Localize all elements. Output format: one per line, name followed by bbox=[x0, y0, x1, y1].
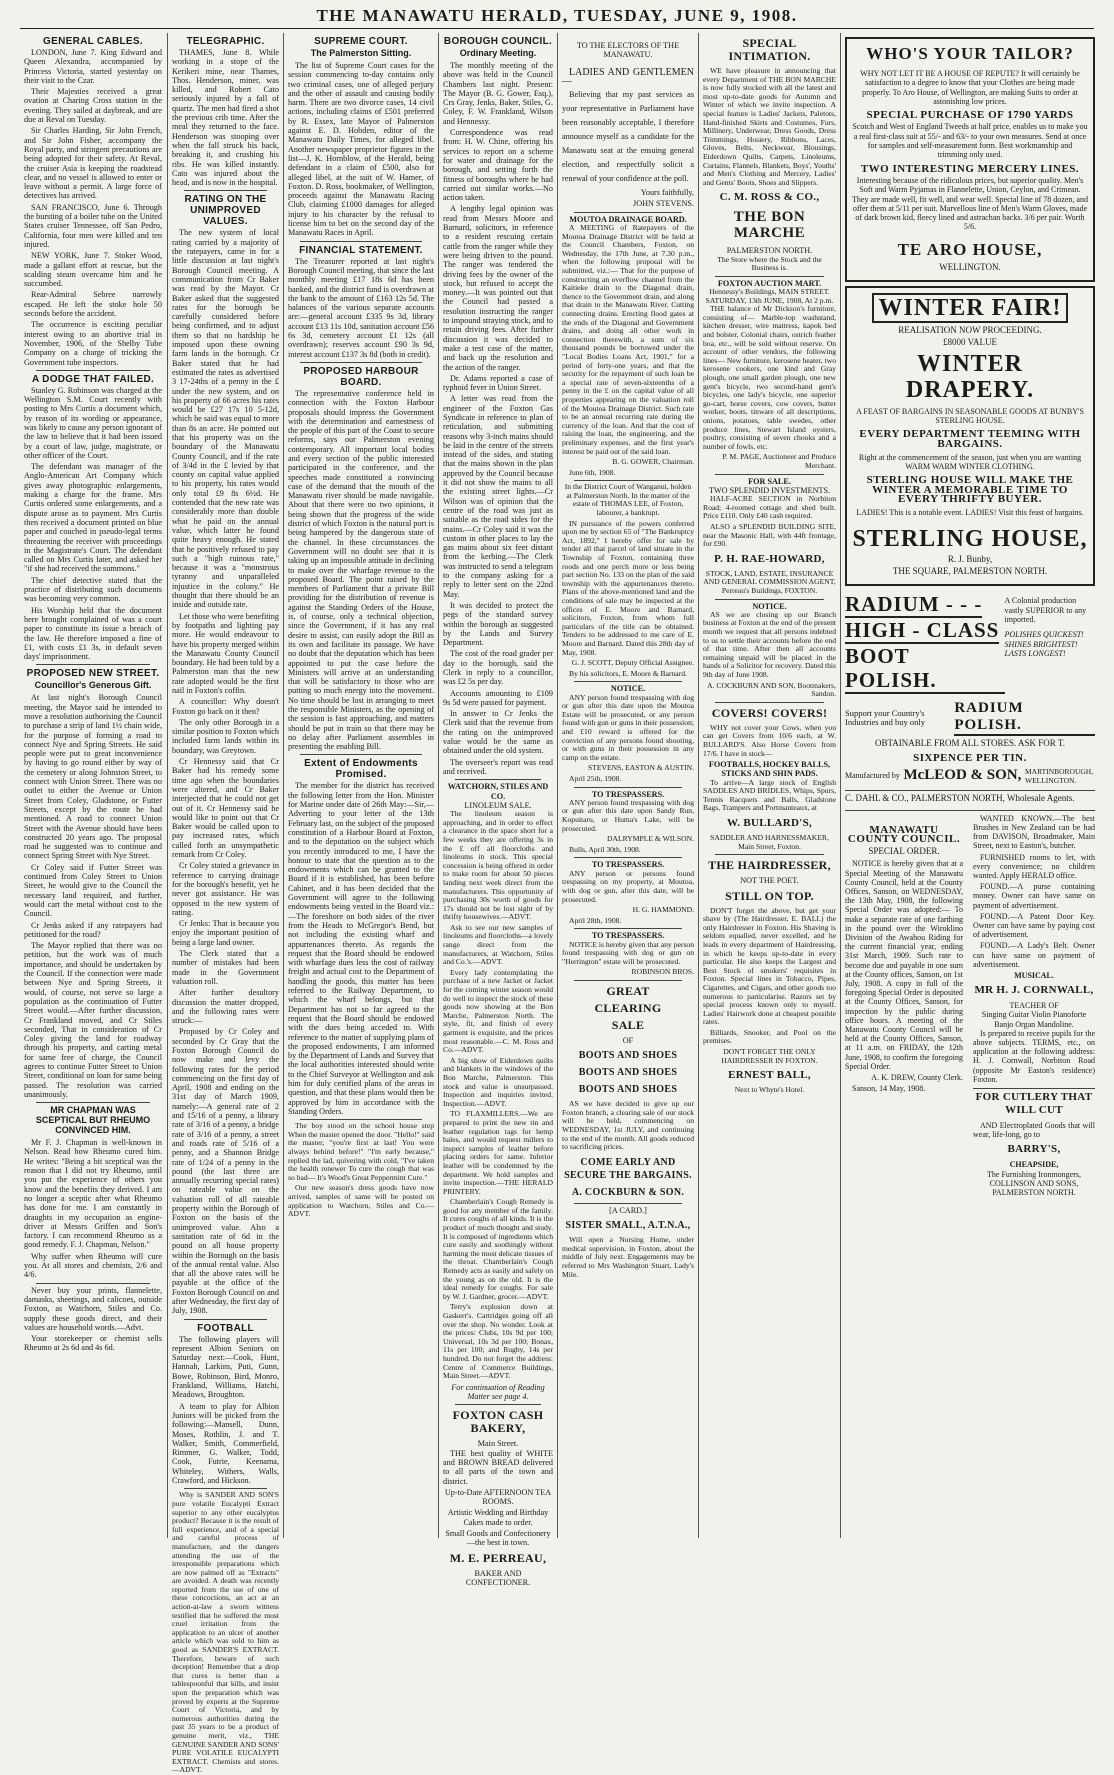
article-paragraph: Cr Hennessy said that Cr Baker had his remedy some time ago when the boundaries were altered, and Cr Baker interjected that he could not get out of it. Cr Hennessy said he would like to point out that Cr Baker would be called upon to pay increased rates, which called forth an unsympathetic remark from Cr Coley. bbox=[172, 757, 279, 860]
winter-fair-advert bbox=[845, 286, 1095, 586]
article-paragraph: The cost of the road grader per day to the borough, said the Clerk in reply to a councillor, was £2 5s per day. bbox=[443, 649, 553, 687]
divider bbox=[36, 370, 150, 371]
headline-telegraphic: TELEGRAPHIC. bbox=[186, 36, 265, 47]
article-paragraph: The representative conference held in connection with the Foxton Harbour proposals should impress the Government with the determination and earnestness of the people of this part of the Coast to secure reforms, says our Palmerston evening contemporary. All important local bodies and every section of the public interested participated in the conference, and the speeches made constituted a convincing case of the demand that the mouth of the Manawatu river should be made navigable. About that there were no two opinions, it being shown that the progress of the wide district of which Foxton is the natural port is being hampered by the dangerous state of the channel. In these circumstances the Government will no doubt see that it is taking up an impossible attitude in declining to make over the wharfage revenue to the proposed Board. The point raised by the members of Parliament that a private Bill providing for the distribution of revenue is against the Standing Orders of the House, is, of course, only a technical objection, since the Government, if it has any real desire to assist, can easily adopt the Bill as its own and facilitate its passage. We have no doubt that the deputation which has been appointed to put the case before the Ministers will arrive at an understanding that will be satisfactory to those who are putting so much energy into the movement. No time should be lost in arranging to meet the responsible Ministers, as the opening of the session is fast approaching, and matters should be put in train so that there may be no delay after Parliament assembles in presenting the enabling Bill. bbox=[288, 388, 434, 752]
sister-small: SISTER SMALL, A.T.N.A., bbox=[565, 1220, 691, 1232]
ironmongers: The Furnishing Ironmongers, COLLINSON AND SONS, PALMERSTON NORTH. bbox=[987, 1169, 1081, 1197]
advert-text: Artistic Wedding and Birthday Cakes made to order. bbox=[447, 1508, 549, 1527]
notice-heading: TO TRESPASSERS. bbox=[591, 860, 665, 870]
county-sub: SPECIAL ORDER. bbox=[868, 846, 940, 857]
headline-harbour: PROPOSED HARBOUR BOARD. bbox=[303, 365, 419, 388]
article-paragraph: The Mayor replied that there was no petition, but the work was of much importance, and should be undertaken by the Council. If the connection were made between Nye and Spring Streets, it would, of course, not serve so large a population as the continuation of Futter Street would.—After further discussion, Cr Frankland moved, and Cr Stiles seconded, That in consideration of Cr Coley giving the land for roadway through his property, and carting metal for same free of charge, the Council agrees to continue Futter Street to Union Street, conditional on loan for same being passed. The resolution was carried unanimously. bbox=[24, 941, 162, 1099]
tailor-text: WHY NOT LET IT BE A HOUSE OF REPUTE? It will certainly be satisfaction to a degree to know that your Clothes are being made properly. To Aro House, of Wellington, are making Suits to order at astonishing low prices. bbox=[860, 69, 1080, 106]
divider bbox=[300, 241, 422, 242]
article-paragraph: Your storekeeper or chemist sells Rheumo at 2s 6d and 4s 6d. bbox=[24, 1334, 162, 1353]
divider bbox=[574, 212, 682, 213]
notice-date: April 28th, 1908. bbox=[569, 915, 622, 925]
classified-ad: WANTED KNOWN.—The best Brushes in New Zealand can be had from DAVISON, Broadmaker, Main Street, next to Easton's, butcher. bbox=[973, 813, 1095, 851]
article-paragraph: Cr Jenks: That is because you enjoy the important position of being a large land owner. bbox=[172, 919, 279, 947]
headline-borough-council: BOROUGH COUNCIL. bbox=[443, 36, 553, 47]
cornwall-name: MR H. J. CORNWALL, bbox=[974, 984, 1094, 997]
classified-ad: FOUND.—A Lady's Belt. Owner can have same on payment of advertisement. bbox=[973, 941, 1095, 969]
sale-call: COME EARLY AND SECURE THE BARGAINS. bbox=[564, 1156, 692, 1181]
notice-text: ANY person or persons found trespassing on my property, at Moutoa, with dog or gun, after this date, will be prosecuted. bbox=[562, 868, 694, 904]
column-rule bbox=[167, 33, 168, 1538]
elector-body: Believing that my past services as your representative in Parliament have been reasonably acceptable, I therefore announce myself as a candidate for the Manawatu seat at the ensuing general election, and respectfully solicit a renewal of your confidence at the poll. bbox=[562, 90, 694, 184]
sterling-house-owner: R. J. Bunby, bbox=[947, 553, 993, 564]
article-paragraph: After further desultory discussion the matter dropped, and the following rates were struck:— bbox=[172, 988, 279, 1026]
article-paragraph: The defendant was manager of the Anglo-American Art Company which gives away photographic enlargements, making a charge for the frame. Mrs Curtis ordered some enlargements, and a dispute arose as to payment. Mrs Curtis then received a document printed on blue paper and couched in pseudo-legal terms threatening the receiver with proceedings in the Magistrate's Court. The defendant called on Mrs Curtis later, and asked her "if she had received the summons." bbox=[24, 462, 162, 574]
article-paragraph: Stanley G. Robinson was charged at the Wellington S.M. Court recently with posting to Mrs Curtis a document which, by reason of its wording or appearance, was likely to cause any person ignorant of the law to believe that it had been issued by a court of law, judge, magistrate, or other officer of the Court. bbox=[24, 385, 163, 460]
headline-financial: FINANCIAL STATEMENT. bbox=[299, 244, 423, 256]
teacher-of: TEACHER OF bbox=[1009, 1001, 1059, 1011]
article-paragraph: Proposed by Cr Coley and seconded by Cr Gray that the Foxton Borough Council do now make and levy the following rates for the period commencing on the first day of April, 1908 and ending on the 31st day of March 1909, namely:—A general rate of 2 and 15/16 of a penny, a library rate of 3/16 of a penny, a bridge rate of 3/16 of a penny, a street and roads rate of 5/16 of a penny, and a Shannon Bridge rate of 1/24 of a penny in the pound (the last three are annually recurring special rates) on rateable value on the valuation roll of all rateable property within the Borough of Foxton on the basis of the unimproved value. Also a sanitation rate of 6d in the pound on all house property within the Borough on the basis of the annual rental value. Also that all the above rates will be payable at the office of the Foxton Borough Council on and after Wednesday, the first day of July, 1908. bbox=[172, 1027, 279, 1316]
bon-marche-town: PALMERSTON NORTH. bbox=[726, 246, 813, 256]
divider bbox=[574, 681, 682, 682]
bullard-sub: SADDLER AND HARNESSMAKER, bbox=[710, 833, 829, 843]
divider bbox=[715, 854, 824, 855]
article-paragraph: LONDON, June 7. King Edward and Queen Alexandra, accompanied by Princess Victoria, started yesterday on their visit to the Czar. bbox=[24, 48, 162, 85]
sale-line: BOOTS AND SHOES bbox=[578, 1084, 678, 1096]
notice-signature: DALRYMPLE & WILSON. bbox=[607, 834, 694, 844]
radium-line: RADIUM - - - bbox=[845, 592, 983, 617]
divider bbox=[715, 599, 824, 600]
headline-general-cables: GENERAL CABLES. bbox=[43, 36, 143, 47]
notice-heading: NOTICE. bbox=[752, 601, 787, 611]
mercery-text: Interesting because of the ridiculous prices, but superior quality. Men's Soft and Warm Pyjamas in Flannelette, Union, Ceylon, and Crimean. They are made well, fit well, and wear well. Special line of 78 dozen, and offer them at 5/11 per suit. Marvellous line of Men's Warm Gloves, made of dark brown kid, fleecy lined and astrachan backs. 3/6 per pair. Worth 5/6. bbox=[852, 175, 1088, 232]
card-label: [A CARD.] bbox=[609, 1205, 647, 1215]
divider bbox=[36, 664, 150, 665]
divider bbox=[300, 1119, 422, 1120]
advert-text: THE best quality of WHITE and BROWN BREAD delivered to all parts of the town and district. bbox=[443, 1448, 553, 1486]
article-paragraph: The list of Supreme Court cases for the session commencing to-day contains only two criminal cases, one of alleged perjury and the other of assault and causing bodily harm. There are two divorce cases, 14 civil actions, including claims of £501 preferred by R. Essex, late Mayor of Palmerston against E. D. Hobden, editor of the Manawatu Daily Times, for alleged libel. Another newspaper proprietor figures in the list—J. K. Hornblow, of the Herald, being defendant in a claim of £500, also for alleged libel, at the suit of W. Hamer, of Foxton. D. Ross, bookmaker, of Wellington, proceeds against the Manawatu Racing Club, claiming £1000 damages for alleged injury to his character by the refusal to license him to bet on the second day of the Manawatu Races in April. bbox=[288, 61, 434, 238]
sterling-house-address: THE SQUARE, PALMERSTON NORTH. bbox=[892, 565, 1048, 576]
auction-text: THE balance of Mr Dickson's furniture, consisting of— Marble-top washstand, kitchen dresser, wire mattress, kapok bed and bolster, Colonial chairs, ostrich feather boa, etc., will be sold without reserve. On account of other vendors, the following lines— New furniture, kerosene heater, two kerosene cookers, one kind and Gray plough, one small garden plough, one new gent's bicycle, two second-hand gent's bicycles, one lady's bicycle, one superior go-cart, horse covers, cow covers, butter worker, boots, tinware of all descriptions, onions, potatoes, table swedes, other produce lines, Stewart Island oysters, poultry, consisting of seven chooks and a number of fowls, etc. bbox=[703, 304, 836, 451]
ernest-ball: ERNEST BALL, bbox=[728, 1069, 811, 1082]
elector-signature: JOHN STEVENS. bbox=[633, 199, 694, 209]
divider bbox=[574, 857, 682, 858]
rae-howard-address: Perreau's Buildings, FOXTON. bbox=[721, 585, 818, 595]
advert-text: TO FLAXMILLERS.—We are prepared to print the new tin and leather regulation tags for hemp bales, and would request millers to inspect samples of leather before placing orders for same. Inferior leather will be condemned by the department. We hold samples and invite inspection.—THE HERALD PRINTERY. bbox=[443, 1109, 553, 1196]
advertisement-dress-goods: Our new season's dress goods have now arrived, samples of same will be posted on application to Watchorn, Stiles and Co.—ADVT. bbox=[288, 1183, 434, 1219]
barrys: BARRY'S, bbox=[1007, 1143, 1061, 1156]
masthead: THE MANAWATU HERALD, TUESDAY, JUNE 9, 1908. bbox=[316, 6, 798, 25]
sale-signature: A. COCKBURN & SON. bbox=[571, 1186, 685, 1198]
winter-fair-sub: REALISATION NOW PROCEEDING. bbox=[898, 325, 1042, 336]
hairdresser-note: DON'T FORGET THE ONLY HAIRDRESSER IN FOXTON. bbox=[721, 1047, 818, 1065]
headline-rating: RATING ON THE UNIMPROVED VALUES. bbox=[184, 194, 267, 228]
instruments: Singing Guitar Violin Pianoforte Banjo Organ Mandoline. bbox=[981, 1010, 1087, 1029]
advert-text: The linoleum season is approaching, and in order to effect a clearance in the space short for a few weeks they are offering 3s in the £ off all floorcloths and linoleums in stock. This special concession is being offered in order to make room for about 50 pieces landing next week direct from the manufacturers. This opportunity of purchasing 30s worth of goods for 17s should not be lost sight of by thrifty housewives.—ADVT. bbox=[443, 809, 553, 922]
article-paragraph: Rear-Admiral Sebree narrowly escaped. He left the stoke hole 50 seconds before the accident. bbox=[24, 290, 162, 319]
article-paragraph: It was decided to protect the pegs of the standard survey within the borough as suggested by the Lands and Survey Department. bbox=[443, 600, 553, 648]
article-paragraph: The chief detective stated that the practice of distributing such documents was becoming very common. bbox=[24, 575, 162, 604]
sale-heading: CLEARING bbox=[594, 1000, 662, 1015]
article-paragraph: The occurrence is exciting peculiar interest owing to an abortive trial in November, 1906, of the Shelby Tube Company on a charge of tricking the Government tube inspectors. bbox=[24, 320, 162, 367]
mcleod-address: MARTINBOROUGH, WELLINGTON. bbox=[1024, 766, 1094, 786]
headline-supreme-court: SUPREME COURT. bbox=[314, 36, 408, 47]
column-rule bbox=[283, 33, 284, 1538]
article-paragraph: The Clerk stated that a number of mistakes had been made in the Government valuation roll. bbox=[172, 949, 279, 986]
tailor-heading: WHO'S YOUR TAILOR? bbox=[866, 44, 1074, 63]
notice-text: In the District Court of Wanganui, holden at Palmerston North. In the matter of the estate of THOMAS LEE, of Foxton, labourer, a bankrupt. bbox=[564, 482, 692, 518]
notice-signature: STEVENS, EASTON & AUSTIN. bbox=[588, 763, 694, 773]
advert-text: Small Goods and Confectionery—the best in town. bbox=[445, 1529, 551, 1548]
article-paragraph: At last night's Borough Council meeting, the Mayor said he intended to move a resolution authorising the Council to purchase a strip of land 1½ chain wide, for the purpose of forming a road to connect Nye and Spring Streets. He said people were put to great inconvenience by having to go round either by way of the cemetery or along Johnston Street, to connect with Union Street. There was no outlet to either the Avenue or Union Street from Coley, Gladstone, or Futter Streets, except by the route he had mentioned. A road to connect Union Street with the Avenue should have been constructed 20 years ago. The proposal road he suggested was to continue and connect Spring Street with Nye Street. bbox=[24, 693, 162, 861]
arrive-text: To arrive—A large stock of English SADDLES AND BRIDLES, Whips, Spurs, Tennis Racquets and Balls, Gladstone Bags, Trampers and Portmanteaux, at bbox=[703, 777, 836, 813]
notice-signature: B. G. GOWER, Chairman. bbox=[612, 457, 694, 467]
article-paragraph: The Treasurer reported at last night's Borough Council meeting, that since the last monthly meeting £17 18s 6d has been banked, and the district fund is overdrawn at the bank to the amount of £163 12s 5d. The balances of the various separate accounts are:—general account £335 9s 3d, library account £13 11s 10d, sanitation account £56 6s 3d, cemetery account £1 12s (all overdrawn); reserves account £90 3s 9d, interest account £137 3s 8d (both in credit). bbox=[288, 256, 434, 359]
continuation-note: For continuation of Reading Matter see page 4. bbox=[451, 1382, 545, 1402]
bullard-address: Main Street, Foxton. bbox=[738, 841, 801, 851]
headline-football: FOOTBALL bbox=[197, 1322, 254, 1334]
ladies-text: LADIES! This is a notable event. LADIES! Visit this feast of bargains. bbox=[856, 508, 1084, 518]
article-paragraph: A councillor: Why doesn't Foxton go back on it then? bbox=[172, 697, 279, 716]
cutlery-text: AND Electroplated Goods that will wear, life-long, go to bbox=[973, 1120, 1095, 1140]
divider bbox=[574, 928, 682, 929]
investments-heading: TWO SPLENDID INVESTMENTS. bbox=[708, 485, 831, 495]
footballs: FOOTBALLS, HOCKEY BALLS, STICKS AND SHIN PADS. bbox=[708, 760, 831, 779]
radium-note: A Colonial production vastly SUPERIOR to any imported. bbox=[1004, 596, 1087, 625]
column-2 bbox=[172, 33, 279, 1775]
article-paragraph: The monthly meeting of the above was held in the Council Chambers last night. Present: The Mayor (B. G. Gower, Esq.), Crs Gray, Jenks, Baker, Stiles, G. Coley, F. W. Frankland, Wilson and Hennessy. bbox=[443, 61, 553, 126]
notice-heading: TO TRESPASSERS. bbox=[591, 789, 665, 799]
article-paragraph: THAMES, June 8. While working in a stope of the Kerikeri mine, near Thames, Thos. Henderson, miner, was killed, and Robert Cato seriously injured by a fall of quartz. The men had fired a shot the previous crib time. After the meal they returned to the face. Henderson was stooping over when the fall struck his back, breaking it, and crushing his ribs. He was killed instantly. Cato was injured about the head, and is now in the hospital. bbox=[172, 48, 279, 188]
hairdresser-sub: NOT THE POET. bbox=[740, 876, 799, 886]
bakery-sub: BAKER AND CONFECTIONER. bbox=[465, 1568, 531, 1587]
notice-text: ANY person found trespassing with dog or gun after this date upon the Moutoa Estate will be prosecuted, or any person found with gun or guns in their possession; and £10 reward is offered for the conviction of any persons found shooting, or with guns in their possession in any camp on the estate. bbox=[562, 692, 694, 762]
column-7 bbox=[845, 33, 1095, 1538]
county-signature: A. K. DREW, County Clerk. bbox=[871, 1072, 963, 1082]
cheapside: CHEAPSIDE, bbox=[1009, 1160, 1059, 1170]
every-department: EVERY DEPARTMENT TEEMING WITH BARGAINS. bbox=[859, 428, 1081, 450]
notice-heading: MOUTOA DRAINAGE BOARD. bbox=[569, 214, 687, 224]
covers-heading: COVERS! COVERS! bbox=[711, 705, 828, 720]
divider bbox=[300, 362, 422, 363]
te-aro-house: TE ARO HOUSE, bbox=[897, 239, 1043, 259]
advert-text: Every lady contemplating the purchase of a new Jacket or Jacket for the coming winter season would do well to inspect the stock of these goods now showing at the Bon Marche, Palmerston North. The style, fit, and finish of every garment is exquisite, and the prices most reasonable.—C. M. Ross and Co.—ADVT. bbox=[443, 967, 553, 1055]
divider bbox=[574, 787, 682, 788]
auction-signature: P. M. PAGE, Auctioneer and Produce Merchant. bbox=[722, 452, 836, 470]
musical-heading: MUSICAL. bbox=[1014, 970, 1054, 980]
article-paragraph: In answer to Cr Jenks the Clerk said that the revenue from the rating on the unimproved value would be the same as obtained under the old system. bbox=[443, 709, 553, 756]
investment-text: HALF-ACRE SECTION in Norbiton Road; 4-roomed cottage and shed built. Price £110. Only £40 cash required. bbox=[703, 494, 836, 521]
notice-text: IN pursuance of the powers conferred upon me by section 65 of "The Bankruptcy Act, 1892," I hereby offer for sale by tender all that parcel of land situate in the Township of Foxton, containing three roods and one perch more or less being part section No. 133 on the plan of the said township with the appurtenances thereto. Plans of the above-mentioned land and the conditions of sale may be inspected at the offices of E. Moore and Barnard, solicitors, Foxton, from whom full particulars of the title can be obtained. Tenders to be addressed to me care of E. Moore and Barnard. Dated this 28th day of May, 1908. bbox=[562, 518, 694, 657]
notice-text: NOTICE is hereby given that any person found trespassing with dog or gun on "Herrington" estate will be prosecuted. bbox=[562, 939, 694, 966]
radium-line: BOOT POLISH. bbox=[845, 644, 1005, 694]
radium-advert bbox=[845, 592, 1095, 803]
dahl-agents: C. DAHL & CO., PALMERSTON NORTH, Wholesale Agents. bbox=[845, 790, 1095, 803]
article-paragraph: Sir Charles Harding, Sir John French, and Sir John Fisher, accompany the Royal party, and stringent precautions are being adopted for their safety. At Reval, the cruiser Asia is keeping the roadstead clear, and no vessel is allowed to enter or leave without a permit. A large force of detectives has arrived. bbox=[24, 126, 162, 201]
subheadline: The Palmerston Sitting. bbox=[310, 48, 412, 58]
sixpence: SIXPENCE PER TIN. bbox=[913, 751, 1027, 764]
article-paragraph: SAN FRANCISCO, June 6. Through the bursting of a boiler tube on the United States cruiser Tennessee, off San Pedro, California, four men were killed and ten injured. bbox=[24, 202, 162, 249]
advert-heading: WATCHORN, STILES AND CO. bbox=[447, 782, 549, 801]
divider bbox=[574, 980, 682, 981]
article-paragraph: Cr Jenks asked if any ratepayers had petitioned for the road? bbox=[24, 920, 162, 939]
covers-text: WHY not cover your Cows, when you can get Covers from 10/6 each, at W. BULLARD'S. Also Horse Covers from 17/6. I have in stock— bbox=[703, 722, 836, 758]
bon-marche: THE BON MARCHE bbox=[733, 209, 806, 242]
intimation-heading: SPECIAL INTIMATION. bbox=[728, 36, 811, 63]
sister-text: Will open a Nursing Home, under medical supervision, in Foxton, about the middle of July next. Engagements may be referred to Mrs Washington Stuart, Lady's Mile. bbox=[562, 1235, 694, 1279]
investment-text: ALSO a SPLENDID BUILDING SITE, near the Masonic Hall, with 44ft frontage, for £90. bbox=[703, 521, 836, 549]
winter-drapery: WINTER DRAPERY. bbox=[905, 350, 1035, 403]
bakery-name: M. E. PERREAU, bbox=[449, 1550, 547, 1565]
rae-howard: P. H. RAE-HOWARD, bbox=[714, 552, 825, 565]
support-text: Support your Country's Industries and buy only bbox=[845, 707, 926, 728]
column-6 bbox=[703, 33, 836, 1538]
manufactured-by: Manufactured by bbox=[845, 771, 900, 781]
advertisement-sander: Why is SANDER AND SON'S pure volatile Eucalypti Extract superior to any other eucalyptus product? Because it is the result of full experience, and of a special and careful process of manufacture, and the dangers attending the use of the irresponsible preparations which are now palmed off as "Extracts" are avoided. A death was recently reported from the use of one of these concoctions, an act at an action-at-law a sworn witness testified that he suffered the most cruel irritation from the application to an ulcer of another article which was sold to him as good as SANDER'S EXTRACT. Therefore, beware of such deception! Remember that a drop that cures is better than a tablespoonful that kills, and insist upon the preparation which was proved by experts at the Supreme Court of Victoria, and by numerous authorities during the past 35 years to be a product of genuine merit, viz., THE GENUINE SANDER AND SONS' PURE VOLATILE EUCALYPTI EXTRACT. Chemists and stores.—ADVT. bbox=[172, 1490, 279, 1775]
headline-endowments: Extent of Endowments Promised. bbox=[304, 758, 418, 781]
mcleod-son: McLEOD & SON, bbox=[903, 767, 1022, 784]
divider bbox=[574, 1203, 682, 1204]
article-paragraph: The member for the district has received the following letter from the Hon. Minister for Marine under date of 26th May:—Sir,—Adverting to your letter of the 13th February last, on the subject of the proposed constitution of a Harbour Board at Foxton, and to the deputation on the subject which you recently introduced to me, I have the honour to state that the question as to the endowments which can be granted to the Board if it is established, has been before Cabinet, and it has been decided that the Government will agree to the following endowments being vested in the Board viz.:—The foreshore on both sides of the river from the Heads to McGregor's Bend, but not including the existing wharf and appurtenances thereto. As regards the request that the Board should be endowed with wharfage dues less the cost of railway freight and actual cost to the Department of handling the goods, this matter has been referred to the Railway Department, to which the wharf belongs, but that Department has not so far agreed to the request that the Board should be endowed with the dues being acceded to. With reference to the matter of supplying plans of the proposed endowments, I am informed by the Department of Lands and Survey that the local authorities interested should write to the Chief Surveyor at Wellington and ask him for duly certified plans of the areas in question, and that these plans would then be approved by him in accordance with the Standing Orders. bbox=[288, 781, 434, 1116]
article-paragraph: A letter was read from the engineer of the Foxton Gas Syndicate in reference to plan of reticulation, and submitting reasons why 3-inch mains should be laid in the centre of the streets instead of the sides, and stating that the mains shown in the plan approved by the Council because it did not show the mains to all the existing street lights.—Cr Wilson was of opinion that the centre of the road was just as suitable as the road sides for the mains.—Cr Coley said it was the custom in other places to lay the gas mains about six feet distant from the kerbing.—The Clerk was instructed to send a telegram to the company asking for a reply to letter sent on the 22nd May. bbox=[443, 394, 553, 599]
auction-sub: Hennessy's Buildings, MAIN STREET. bbox=[709, 287, 830, 297]
obtainable: OBTAINABLE FROM ALL STORES. ASK FOR T. bbox=[875, 738, 1065, 749]
advert-text: Terry's explosion down at Gaskerr's. Cartridges going off all over the shop. No wonder. Look at the prices: Clubs, 10s 9d per 100; Universal, 10s 3d per 100; Bonax, 11s per 100; and Rugby, 14s per hundred. Do not forget the address: Centre of Commerce Buildings, Main Street.—ADVT. bbox=[443, 1302, 553, 1381]
rae-howard-sub: STOCK, LAND, ESTATE, INSURANCE AND GENERAL COMMISSION AGENT, bbox=[703, 568, 836, 587]
notice-date: June 6th, 1908. bbox=[569, 467, 616, 477]
article-paragraph: His Worship held that the document here brought complained of was a court paper to constitute its issue a breach of the law. He therefore imposed a fine of £1, with costs £1 3s, in default seven days' imprisonment. bbox=[24, 605, 162, 662]
ernest-ball-address: Next to Whyte's Hotel. bbox=[734, 1085, 805, 1095]
sale-of: OF bbox=[622, 1035, 634, 1045]
bakery-address: Main Street. bbox=[477, 1439, 519, 1449]
notice-text: ANY person found trespassing with dog or gun after this date upon Sandy Run, Kopuitaru, or Huma's Lake, will be prosecuted. bbox=[562, 797, 694, 833]
article-paragraph: Cr Coley stated a grievance in reference to carrying drainage for the borough's benefit, yet he never got assistance. He was opposed to the new system of rating. bbox=[172, 861, 279, 917]
te-aro-location: WELLINGTON. bbox=[939, 261, 1001, 272]
article-paragraph: NEW YORK, June 7. Stoker Wood, made a gallant effort at rescue, but the scalding steam overcame him and he succumbed. bbox=[24, 251, 162, 289]
tailor-special-text: Scotch and West of England Tweeds at half price, enables us to make you a real first-class suit at 55/- and 63/- to your own measures. Send at once for samples and self-measurement form. Best workmanship and trimming only used. bbox=[852, 122, 1088, 160]
advert-text: Chamberlain's Cough Remedy is good for any member of the family. It cures coughs of all kinds. It is the product of much thought and study. It is composed of ingredients which cure easily and soothingly without harming the most delicate tissues of the throat. Chamberlain's Cough Remedy acts as easily and safely on the young as on the old. It is the ideal remedy for coughs. For sale by W. J. Gardner, grocer.—ADVT. bbox=[443, 1197, 553, 1301]
column-3 bbox=[288, 33, 434, 1538]
tailor-advert bbox=[845, 37, 1095, 282]
notice-text: AS we are closing up our Branch business at Foxton at the end of the present month we request that all persons indebted to us to settle their accounts before the end of that time. After then all accounts remaining unpaid will be placed in the hands of a Solicitor for recovery. Dated this 9th day of June 1908. bbox=[703, 609, 836, 679]
sale-heading: GREAT bbox=[606, 983, 650, 998]
divider bbox=[184, 1488, 267, 1489]
notice-date: Bulls, April 30th, 1908. bbox=[569, 844, 641, 854]
county-heading: MANAWATU COUNTY COUNCIL. bbox=[847, 823, 961, 845]
sale-heading: FOR SALE. bbox=[748, 476, 791, 486]
bakery-heading: FOXTON CASH BAKERY, bbox=[452, 1408, 544, 1436]
divider bbox=[574, 480, 682, 481]
article-paragraph: Mr F. J. Chapman is well-known in Nelson. Read how Rheumo cured him. He writes: "Being a bit sceptical was the reason that I did not try Rheumo, until you put the experience of others you know and the benefits they derived. I am no longer a sceptic after what Rheumo has done for me. I am constantly in draughts in my occupation as engine-driver at Messrs Griffen and Son's factory. I can recommend Rheumo as a good remedy. F. J. Chapman, Nelson." bbox=[24, 1138, 162, 1250]
article-paragraph: Let those who were benefiting by footpaths and lighting pay more. He would endeavour to have his property merged within the Manawatu County Council boundary. He had been told by a Palmerston man that the new rate adopted would be the first nail in Foxton's coffin. bbox=[172, 611, 279, 695]
notice-signature: A. COCKBURN AND SON, Bootmakers, Sandon. bbox=[707, 680, 836, 699]
notice-text: A MEETING of Ratepayers of the Moutoa Drainage District will be held at the Council Chambers, Foxton, on Wednesday, the 17th June, at 7.30 p.m., when the following proposal will be submitted, viz.:— That for the purpose of constructing an overflow channel from the Kaitieke drain to the Diagonal drain, thence to the Government drain, and along that drain to the Manawatu River. Cutting connecting drains. Erecting flood gates at the ends of the Diagonal and Government drains, and doing all other work in connection therewith, a sum of six thousand pounds be borrowed under the "Local Bodies Loans Act, 1901," for a period of forty-one years, and that the security for the repayment of such loan be a special rate of seven-sixteenths of a penny in the £ on the capital value of all properties appearing on the valuation roll of the Moutoa Drainage District. Such rate to be an annual recurring rate during the currency of the loan. And that the cost of raising the loan, the engineering, and the preliminary expenses, and the first year's interest be paid out of the said loan. bbox=[562, 223, 694, 456]
masthead-rule bbox=[20, 28, 1094, 29]
column-5 bbox=[562, 33, 694, 1538]
cutlery-heading: FOR CUTLERY THAT WILL CUT bbox=[973, 1088, 1095, 1117]
sale-line: BOOTS AND SHOES bbox=[578, 1067, 678, 1079]
divider bbox=[715, 474, 824, 475]
advertisement-cough-cure: The boy stood on the school house step When the master opened the door. "Hello!" said the master, "you're first at last! You were always behind before!" "I'm early because," replied the lad, quivering with cold, "I've taken the health renewer To cure the cough that was so bad— It's Wood's Great Peppermint Cure." bbox=[288, 1121, 434, 1182]
article-paragraph: Their Majesties received a great ovation at Charing Cross station in the evening. They sailed at daybreak, and are due at Reval on Tuesday. bbox=[24, 87, 162, 125]
divider bbox=[455, 1404, 541, 1405]
hairdresser-heading: THE HAIRDRESSER, bbox=[708, 858, 831, 873]
winter-fair-heading: WINTER FAIR! bbox=[872, 293, 1068, 323]
elector-salutation: LADIES AND GENTLEMEN— bbox=[562, 66, 694, 87]
divider bbox=[300, 754, 422, 755]
notice-heading: NOTICE. bbox=[610, 684, 646, 694]
classified-ad: FOUND.—A Patent Door Key. Owner can have same by paying cost of advertisement. bbox=[973, 911, 1095, 940]
bottom-section bbox=[845, 810, 1095, 1198]
divider bbox=[36, 1283, 150, 1284]
classified-ad: FOUND.—A purse containing money. Owner can have same on payment of advertisement. bbox=[973, 882, 1095, 910]
sale-line: BOOTS AND SHOES bbox=[578, 1050, 678, 1062]
notice-signature: G. J. SCOTT, Deputy Official Assignee. bbox=[571, 658, 694, 668]
notice-date: April 25th, 1908. bbox=[569, 774, 622, 783]
column-4 bbox=[443, 33, 553, 1587]
divider bbox=[715, 276, 824, 277]
sale-text: AS we have decided to give up our Foxton branch, a clearing sale of our stock will be held, commencing on WEDNESDAY, 1st JULY, and continuing to the end of the month. All goods reduced to sacrificing prices. bbox=[562, 1099, 694, 1152]
notice-heading: TO TRESPASSERS. bbox=[591, 931, 665, 941]
winter-fair-value: £8000 VALUE bbox=[943, 337, 997, 348]
divider bbox=[36, 1102, 150, 1103]
classified-ad: FURNISHED rooms to let, with every convenience; no children wanted. Apply HERALD office. bbox=[973, 852, 1095, 880]
auction-heading: FOXTON AUCTION MART. bbox=[717, 278, 822, 288]
column-rule bbox=[557, 33, 558, 1538]
bon-marche-note: The Store where the Stock and the Business is. bbox=[717, 254, 822, 273]
sale-heading: SALE bbox=[611, 1017, 645, 1032]
article-paragraph: Correspondence was read from: H. W. Chine, offering his services to report on a scheme for water and drainage for the borough, and setting forth the fitness of boroughs where he had carried out similar works.—No action taken. bbox=[443, 128, 553, 203]
radium-polish: RADIUM POLISH. bbox=[954, 700, 1095, 736]
advert-subheading: LINOLEUM SALE. bbox=[464, 800, 532, 810]
tailor-special-heading: SPECIAL PURCHASE OF 1790 YARDS bbox=[866, 109, 1074, 122]
right-text: Right at the commencement of the season, just when you are wanting WARM WARM WINTER CLOTHING. bbox=[858, 452, 1082, 472]
hairdresser-text: DON'T forget the above, but get your shave by (The Hairdresser, E. BALL) the only Hairdresser in Foxton. His Shaving is seldom equalled, never excelled, and he leads in every department of Hairdressing, in which he keeps up-to-date in every particular. He also keeps the Largest and Best Stock of smokers' requisites in Foxton. Special lines in Tobacco, Pipes, Cigarettes, and Cigars, and other goods too numerous to particularise. Razors set by special process known only to myself. Ladies' Hairwork done at cheapest possible rates. bbox=[703, 905, 836, 1027]
elector-heading: TO THE ELECTORS OF THE MANAWATU. bbox=[576, 41, 680, 60]
mercery-heading: TWO INTERESTING MERCERY LINES. bbox=[860, 162, 1080, 175]
sterling-house: STERLING HOUSE, bbox=[852, 525, 1088, 552]
column-rule bbox=[438, 33, 439, 1538]
headline-chapman: MR CHAPMAN WAS SCEPTICAL BUT RHEUMO CONVINCED HIM. bbox=[35, 1105, 151, 1136]
bullard-name: W. BULLARD'S, bbox=[726, 817, 813, 830]
advert-text: Up-to-Date AFTERNOON TEA ROOMS. bbox=[444, 1487, 552, 1507]
divider bbox=[455, 779, 541, 780]
county-date: Sanson, 14 May, 1908. bbox=[852, 1084, 926, 1094]
article-paragraph: The following players will represent Albion Seniors on Saturday next:—Cook, Hunt, Hannah, Larkins, Puti, Gunn, Bowe, Robinson, Bird, Monro, Frankland, Williams, Hatchi, Meadows, Broughton. bbox=[172, 1334, 279, 1400]
subheadline: Ordinary Meeting. bbox=[459, 48, 537, 58]
column-rule bbox=[840, 33, 841, 1538]
article-paragraph: A lengthy legal opinion was read from Messrs Moore and Barnard, solicitors, in reference to a resident rescuing certain cattle from the ranger while they were being driven to the pound. The ranger was tendered the driving fees by the owner of the stock, but refused to accept the money.—It was pointed out that the Council had passed a resolution instructing the ranger to impound straying stock, and to retain driving fees. After further discussion it was decided to make a test case of the matter, and back up the resolution and the action of the ranger. bbox=[443, 204, 553, 372]
divider bbox=[184, 190, 267, 191]
subheadline: Councillor's Generous Gift. bbox=[34, 680, 152, 691]
hairdresser-tagline: STILL ON TOP. bbox=[725, 888, 814, 903]
county-notice bbox=[845, 814, 963, 1198]
county-text: NOTICE is hereby given that at a Special Meeting of the Manawatu County Council, held at the County Offices, Sanson, on WEDNESDAY, the 13th May, 1908, the following Special Order was adopted:— To make a separate rate of one farthing in the pound over the Wiroklino Division of the Awahou Riding for the current financial year, ending 31st March, 1909. Such rate to become due and payable in one sum at the County offices, Sanson, on 1st July, 1908. A copy in full of the foregoing Special Order is deposited at the County Offices, Sanson, for inspection by the public during office hours. A meeting of the Manawatu County Council will be held at the County Offices, Sanson, at 11 a.m. on FRIDAY, the 12th June, 1908, to confirm the foregoing Special Order. bbox=[845, 859, 963, 1071]
notice-signature: ROBINSON BROS. bbox=[631, 967, 694, 977]
headline-dodge: A DODGE THAT FAILED. bbox=[31, 373, 155, 385]
advert-text: A big show of Eiderdown quilts and blankets in the windows of the Bon Marche, Palmerston. This stock and value is unsurpassed. Inspection and inquiries invited. Inspection.—ADVT. bbox=[443, 1055, 553, 1108]
divider bbox=[184, 1319, 267, 1320]
headline-new-street: PROPOSED NEW STREET. bbox=[26, 668, 160, 680]
feast-text: A FEAST OF BARGAINS IN SEASONABLE GOODS AT BUNBY'S STERLING HOUSE. bbox=[856, 406, 1084, 425]
article-paragraph: The only other Borough in a similar position to Foxton which included farm lands within its boundary, was Greytown. bbox=[172, 717, 279, 755]
article-paragraph: Why suffer when Rheumo will cure you. At all stores and chemists, 2/6 and 4/6. bbox=[24, 1251, 162, 1280]
intimation-text: WE have pleasure in announcing that every Department of THE BON MARCHE is now fully stocked with all the latest and most up-to-date goods for Autumn and Winter of which we invite inspection. A special feature is Ladies' Jackets, Paletots, Hand-finished Skirts and Costumes, Furs, Millinery, Underwear, Dress Goods, Dress Trimmings, Hosiery, Ribbons, Laces, Gloves, Belts, Neckwear, Blousings, Eiderdown Quilts, Carpets, Linoleums, Curtains, Flannels, Blankets, Boys', Youths' and Men's Clothing and Mercery, Ladies' and Gents' Boots, Shoes and Slippers. bbox=[703, 66, 836, 187]
hairdresser-text: Billiards, Snooker, and Pool on the premises. bbox=[703, 1027, 836, 1046]
article-paragraph: Cr Coley said if Futter Street was continued from Coley Street to Union Street, he would give to the Council the necessary land required, and further, would cart the metal without cost to the Council. bbox=[24, 862, 162, 919]
article-paragraph: Dr. Adams reported a case of typhoid fever in Union Street. bbox=[443, 373, 553, 393]
radium-line: HIGH - CLASS bbox=[845, 618, 1000, 643]
divider bbox=[715, 702, 824, 703]
sterling-slogan: STERLING HOUSE WILL MAKE THE WINTER A MEMORABLE TIME TO EVERY THRIFTY BUYER. bbox=[866, 474, 1074, 506]
article-paragraph: The overseer's report was read and received. bbox=[443, 757, 553, 776]
article-paragraph: A team to play for Albion Juniors will be picked from the following:—Mansell, Dunn, Moses, Rothlin, J. and T. Walker, Smith, Commerfield, Rimmer, G. Walker, Todd, Cook, Futrie, Keenama, Whiteley, Withers, Walls, Crawford, and Hickson. bbox=[172, 1401, 279, 1486]
notice-text: By his solicitors, E. Moore & Barnard. bbox=[569, 668, 687, 678]
radium-claims: POLISHES QUICKEST! SHINES BRIGHTEST! LASTS LONGEST! bbox=[1004, 630, 1084, 659]
elector-closing: Yours faithfully, bbox=[640, 188, 694, 198]
notice-signature: H. G. HAMMOND. bbox=[632, 905, 694, 915]
advert-text: Ask to see our new samples of linoleums and floorcloths—a lovely range direct from the manufacturers, at Watchorn, Stiles and Co.'s.—ADVT. bbox=[443, 922, 553, 967]
small-ads bbox=[973, 814, 1095, 1198]
article-paragraph: Accounts amounting to £109 9s 5d were passed for payment. bbox=[443, 688, 553, 707]
auction-date: SATURDAY, 13th JUNE, 1908, At 2 p.m. bbox=[705, 295, 834, 305]
column-rule bbox=[698, 33, 699, 1538]
column-1 bbox=[24, 33, 162, 1538]
ross-name: C. M. ROSS & CO., bbox=[719, 191, 820, 204]
article-paragraph: The new system of local rating carried by a majority of the ratepayers, came in for a little discussion at last night's Borough Council meeting. A communication from Cr Baker was read by the Mayor. Cr Baker asked that the suggested rates for the borough be carefully considered before being confirmed, and to adjust them so that no hardship be imposed upon these owning farm lands in the borough. Cr Baker stated that he had estimated the rates as advertised 3 17-24ths of a penny in the £ under the new system, and on his property of 66 acres his rates would be £27 17s 10 5-12d, which he said was equal to more than 8s an acre. He pointed out that his property was on the boundary of the Manawatu County Council, and if the rate of 3/4d in the £ levied by that county on capital value applied to his property, his rates would only total £9 8s 6½d. He contended that the new rate was considerably more than double what he paid on the annual value, which latter he found quite heavy enough. He stated that he positively refused to pay such a "high ruinous rate," because it was a "monstrous tyranny and unparalleled injustice in the colony." He thought that there should be an inside and outside rate. bbox=[172, 228, 279, 610]
cornwall-text: Is prepared to receive pupils for the above subjects. TERMS, etc., on application at the following address: H. J. Cornwall, Norbiton Road (opposite Mr Easton's residence) Foxton. bbox=[973, 1028, 1095, 1084]
article-paragraph: Never buy your prints, flannelette, damasks, sheetings, and calicoes, outside Foxton, as Watchorn, Stiles and Co. supply these goods direct, and their values are household words.—Advt. bbox=[24, 1285, 162, 1332]
